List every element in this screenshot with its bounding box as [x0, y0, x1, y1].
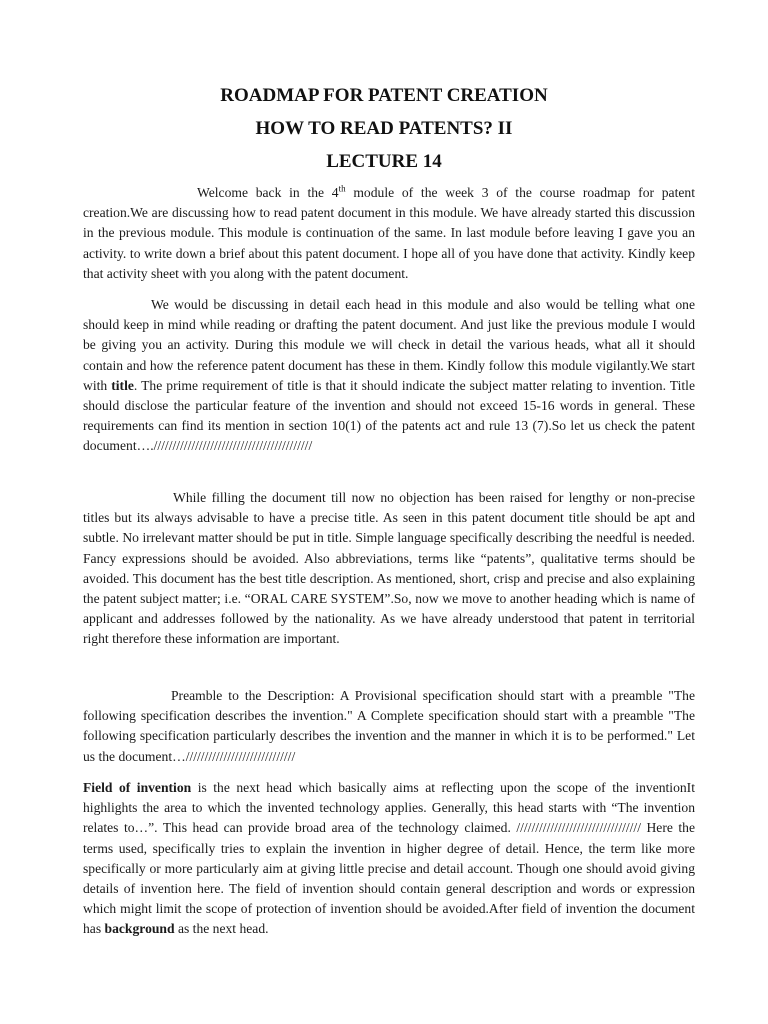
document-subtitle: HOW TO READ PATENTS? II — [255, 118, 513, 139]
p2-bold-title: title — [111, 377, 134, 393]
p5-text-a: is the next head which basically aims at reflecting upon the scope of the inventionIt highlights the area to which the invented technology applies. Generally, this head starts with “The invention relates to…”. This head can provide broad area of the technology claimed. ///////////////////////////////// Here the terms used, specifically tries to explain the invention in higher degree of detail. Hence, the term like more specifically or more particularly aim at giving little precise and detail account. Though one should avoid giving details of invention here. The field of invention should contain general description and words or expression which might limit the scope of protection of invention should be avoided.After field of invention the document has — [83, 780, 695, 937]
paragraph-field-of-invention — [83, 778, 695, 940]
p5-text-b: as the next head. — [174, 921, 269, 937]
paragraph-welcome — [83, 183, 695, 284]
paragraph-title-head — [83, 295, 695, 457]
p5-bold-field: Field of invention — [83, 780, 192, 795]
p1-text-b: module of the week 3 of the course roadmap for patent creation.We are discussing how to read patent document in this module. We have already started this discussion in the previous module. This module is continuation of the same. In last module before leaving I gave you an activity. to write down a brief about this patent document. I hope all of you have done that activity. Kindly keep that activity sheet with you along with the patent document. — [83, 185, 695, 281]
p1-superscript: th — [338, 183, 346, 194]
p2-text-b: . The prime requirement of title is that it should indicate the subject matter relating to invention. Title should disclose the particular feature of the invention and should not exceed 15-16 words in general. These requirements can find its mention in section 10(1) of the patents act and rule 13 (7).So let us check the patent document….////////////////////////////////////////// — [83, 377, 695, 454]
p5-bold-background: background — [104, 921, 175, 937]
p2-text-a: We would be discussing in detail each head in this module and also would be telling what one should keep in mind while reading or drafting the patent document. And just like the previous module I would be giving you an activity. During this module we will check in detail the various heads, what all it should contain and how the reference patent document has these in them. Kindly follow this module vigilantly.We start with — [83, 297, 695, 393]
paragraph-precise-title — [83, 488, 695, 650]
paragraph-preamble — [83, 686, 695, 767]
p3-text: While filling the document till now no objection has been raised for lengthy or non-precise titles but its always advisable to have a precise title. As seen in this patent document title should be apt and subtle. No irrelevant matter should be put in title. Simple language specifically describing the needful is needed. Fancy expressions should be avoided. Also abbreviations, terms like “patents”, qualitative terms should be avoided. This document has the best title description. As mentioned, short, crisp and precise and also explaining the patent subject matter; i.e. “ORAL CARE SYSTEM”.So, now we move to another heading which is name of applicant and addresses followed by the nationality. As we have already understood that patent in territorial right therefore these information are important. — [83, 490, 695, 647]
document-title: ROADMAP FOR PATENT CREATION — [220, 85, 548, 106]
lecture-number: LECTURE 14 — [326, 151, 442, 172]
p4-text: Preamble to the Description: A Provisional specification should start with a preamble "The following specification describes the invention." A Complete specification should start with a preamble "The following specification particularly describes the invention and the manner in which it is to be performed." Let us the document…///////////////////////////// — [83, 688, 695, 764]
p1-text-a: Welcome back in the 4 — [197, 185, 339, 200]
